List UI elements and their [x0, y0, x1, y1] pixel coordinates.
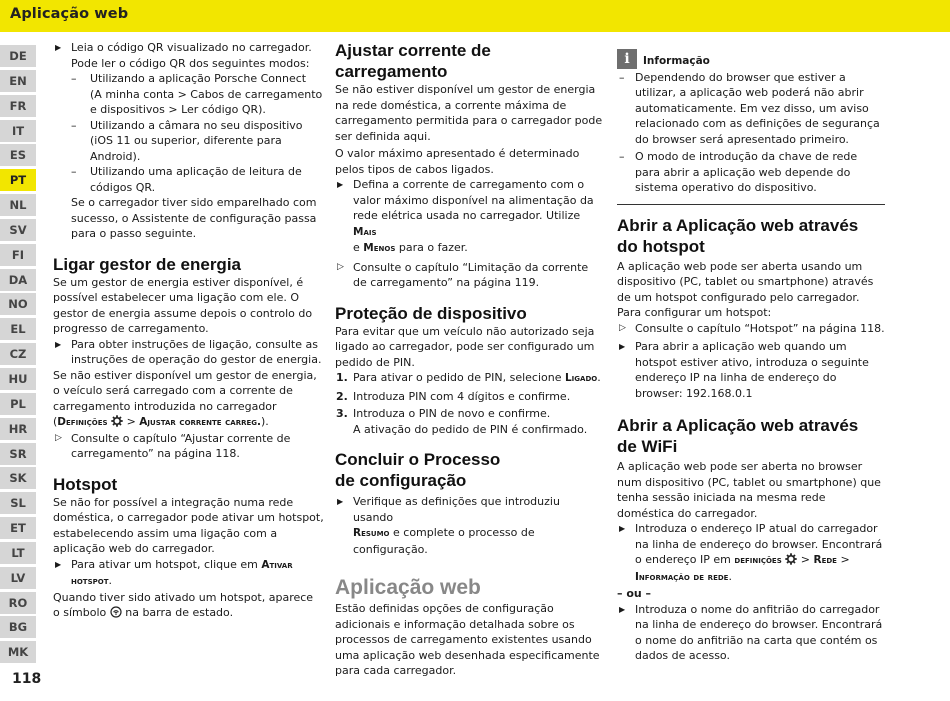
- bullet-marker: ▶: [619, 604, 626, 614]
- info-item-2: [617, 149, 885, 196]
- language-tab-fi[interactable]: FI: [0, 244, 36, 266]
- path-end: .: [728, 569, 732, 583]
- language-tab-de[interactable]: DE: [0, 45, 36, 67]
- energy-reference: [53, 431, 325, 462]
- energy-reference-text: Consulte o capítulo “Ajustar corrente de carregamento” na página 118.: [71, 431, 291, 460]
- heading-finish-l2: de configuração: [335, 471, 467, 490]
- energy-paragraph-2-text: Se não estiver disponível um gestor de energia, o veículo será carregado com a corrente de carregamento introduzida no carregador: [53, 368, 317, 413]
- reference-marker: ▷: [337, 261, 344, 272]
- language-tab-it[interactable]: IT: [0, 120, 36, 142]
- hotspot-paragraph: Se não for possível a integração numa rede doméstica, o carregador pode ativar um hotspot, estabelecendo assim uma ligação com a aplicação web do carregador.: [53, 495, 324, 555]
- current-paragraph-1: Se não estiver disponível um gestor de energia na rede doméstica, a corrente máxima de carregamento permitida para o carregador pode ser definida aqui.: [335, 83, 603, 143]
- heading-open-hotspot-l1: Abrir a Aplicação web através: [617, 215, 859, 235]
- qr-method-app-l3: e dispositivos > Ler código QR).: [90, 103, 266, 116]
- qr-methods-intro: Pode ler o código QR dos seguintes modos:: [71, 56, 310, 70]
- hotspot-bullet-end: .: [108, 574, 112, 587]
- option-resumo: Resumo: [353, 527, 390, 539]
- step-2: [335, 389, 603, 405]
- option-mais: Mais: [353, 225, 377, 238]
- paired-text: Se o carregador tiver sido emparelhado com sucesso, o Assistente de configuração passa para o passo seguinte.: [71, 196, 317, 240]
- hotspot-bullet-text: Para ativar um hotspot, clique em: [71, 557, 258, 571]
- open-hotspot-paragraph: A aplicação web pode ser aberta usando um dispositivo (PC, tablet ou smartphone) através de um hotspot configurado pelo carregador.: [617, 259, 874, 304]
- qr-method-app-l1: Utilizando a aplicação Porsche Connect: [90, 72, 307, 85]
- qr-bullet: [53, 40, 325, 71]
- current-bullet-text: Defina a corrente de carregamento com o valor máximo disponível na alimentação da rede elétrica usada no carregador. Utilize: [353, 178, 594, 222]
- language-tab-pt[interactable]: PT: [0, 169, 36, 191]
- language-tab-hr[interactable]: HR: [0, 418, 36, 440]
- column-3: [617, 40, 885, 664]
- column-2: [335, 40, 603, 679]
- qr-method-camera-l2: (iOS 11 ou superior, diferente para Android).: [90, 134, 282, 163]
- language-tab-el[interactable]: EL: [0, 318, 36, 340]
- header-title: Aplicação web: [10, 6, 129, 22]
- info-divider: [617, 204, 885, 205]
- current-bullet-and: e: [353, 241, 360, 254]
- info-item-1-text: Dependendo do browser que estiver a utilizar, a aplicação web poderá não abrir automaticamente. Em vez disso, um aviso relacionado com as definições de segurança do browser será apresentado primeiro.: [635, 70, 880, 146]
- finish-bullet-end: e complete o processo de configuração.: [353, 526, 535, 556]
- current-bullet: [335, 177, 603, 257]
- heading-finish-setup: [335, 449, 603, 491]
- open-hotspot-reference-text: Consulte o capítulo “Hotspot” na página 118.: [635, 321, 885, 335]
- option-ligado: Ligado: [564, 372, 598, 384]
- path-separator: >: [840, 553, 850, 566]
- energy-bullet-text: Para obter instruções de ligação, consulte as instruções de operação do gestor de energia.: [71, 337, 322, 366]
- bullet-marker: ▶: [337, 180, 344, 189]
- path-open: (: [53, 415, 58, 428]
- language-tab-lt[interactable]: LT: [0, 542, 36, 564]
- current-reference: [335, 260, 603, 291]
- step-number: 3.: [336, 407, 348, 420]
- bullet-marker: ▶: [337, 497, 344, 506]
- language-tab-lv[interactable]: LV: [0, 567, 36, 589]
- qr-method-reader-l1: Utilizando uma aplicação de leitura de: [90, 165, 302, 178]
- heading-device-protection: Proteção de dispositivo: [335, 303, 527, 323]
- finish-bullet: [335, 494, 603, 557]
- heading-open-wifi-l2: de WiFi: [617, 437, 678, 456]
- language-tab-nl[interactable]: NL: [0, 194, 36, 216]
- current-bullet-end: para o fazer.: [398, 241, 468, 254]
- menu-rede: Rede: [813, 554, 837, 566]
- open-hotspot-bullet-text: Para abrir a aplicação web quando um hotspot estiver ativo, introduza o seguinte endereço IP na linha de endereço do browser: 192.168.0.1: [635, 340, 869, 400]
- step-2-text: Introduza PIN com 4 dígitos e confirme.: [353, 389, 571, 403]
- language-tab-ro[interactable]: RO: [0, 592, 36, 614]
- open-hotspot-reference: [617, 321, 885, 337]
- language-tab-da[interactable]: DA: [0, 269, 36, 291]
- qr-method-app: [53, 71, 325, 118]
- qr-method-camera-l1: Utilizando a câmara no seu dispositivo: [90, 118, 303, 132]
- qr-method-reader-l2: códigos QR.: [90, 180, 156, 194]
- heading-web-app: Aplicação web: [335, 576, 481, 599]
- reference-marker: ▷: [619, 322, 626, 333]
- reference-marker: ▷: [55, 432, 62, 443]
- qr-method-app-l2: (A minha conta > Cabos de carregamento: [90, 87, 323, 101]
- bullet-marker: ▶: [55, 339, 62, 349]
- info-header: [617, 48, 885, 70]
- page-header: [0, 0, 950, 32]
- bullet-marker: ▶: [55, 559, 62, 569]
- step-number: 1.: [336, 371, 348, 384]
- bullet-marker: ▶: [619, 524, 626, 533]
- finish-bullet-text: Verifique as definições que introduziu usando: [353, 495, 560, 524]
- hotspot-symbol-end: na barra de estado.: [125, 606, 234, 619]
- dash-marker: –: [71, 72, 77, 85]
- menu-path-ajustar: Ajustar corrente carreg.: [139, 416, 262, 428]
- step-1-end: .: [597, 371, 601, 384]
- dash-marker: –: [619, 150, 625, 163]
- language-tab-cz[interactable]: CZ: [0, 343, 36, 365]
- energy-paragraph: Se um gestor de energia estiver disponível, é possível estabelecer uma ligação com ele. O gestor de energia assume depois o controlo do progresso de carregamento.: [53, 275, 313, 335]
- qr-method-reader: [53, 164, 325, 195]
- menu-informacao-de-rede: Informação de rede: [635, 570, 729, 583]
- hotspot-paragraph-2: [53, 590, 325, 621]
- open-wifi-bullet-2: [617, 602, 885, 664]
- heading-hotspot: Hotspot: [53, 474, 118, 494]
- language-tab-sv[interactable]: SV: [0, 219, 36, 241]
- menu-path-definicoes: Definições: [57, 416, 108, 428]
- gear-icon: [785, 553, 797, 565]
- step-number: 2.: [336, 389, 348, 403]
- step-3-result: A ativação do pedido de PIN é confirmado.: [353, 422, 588, 436]
- language-tab-et[interactable]: ET: [0, 517, 36, 539]
- info-item-1: [617, 70, 885, 148]
- language-sidebar: [0, 45, 36, 666]
- heading-finish-l1: Concluir o Processo: [335, 450, 501, 469]
- step-1-text: Para ativar o pedido de PIN, selecione: [353, 371, 562, 384]
- open-wifi-bullet-1: [617, 521, 885, 585]
- gear-icon: [111, 415, 123, 427]
- page-number: 118: [12, 671, 42, 687]
- qr-bullet-text: Leia o código QR visualizado no carregador.: [71, 41, 312, 54]
- heading-open-via-wifi: [617, 415, 885, 457]
- step-1: [335, 370, 603, 387]
- dash-marker: –: [71, 118, 77, 132]
- path-close: ).: [261, 415, 269, 428]
- open-hotspot-setup: Para configurar um hotspot:: [617, 306, 772, 319]
- energy-bullet: [53, 337, 325, 368]
- heading-energy-manager: Ligar gestor de energia: [53, 254, 241, 274]
- info-item-2-text: O modo de introdução da chave de rede para abrir a aplicação web depende do sistema operativo do dispositivo.: [635, 150, 858, 194]
- language-tab-sr[interactable]: SR: [0, 443, 36, 465]
- bullet-marker: ▶: [619, 342, 626, 351]
- language-tab-en[interactable]: EN: [0, 70, 36, 92]
- qr-method-camera: [53, 118, 325, 165]
- heading-open-wifi-l1: Abrir a Aplicação web através: [617, 416, 859, 435]
- language-tab-sl[interactable]: SL: [0, 492, 36, 514]
- path-separator: >: [126, 415, 136, 428]
- hotspot-symbol-text: o símbolo: [53, 606, 107, 619]
- path-separator: >: [800, 553, 810, 566]
- open-wifi-paragraph: A aplicação web pode ser aberta no browser num dispositivo (PC, tablet ou smartphone) que tenha sessão iniciada na mesma rede doméstica do carregador.: [617, 460, 881, 520]
- heading-open-hotspot-l2: do hotspot: [617, 236, 705, 256]
- open-hotspot-bullet: [617, 339, 885, 401]
- or-separator: – ou –: [617, 587, 652, 600]
- language-tab-no[interactable]: NO: [0, 293, 36, 315]
- heading-charging-current: Ajustar corrente de carregamento: [335, 41, 491, 81]
- dash-marker: –: [619, 70, 625, 84]
- step-3: [335, 406, 603, 437]
- step-3-text: Introduza o PIN de novo e confirme.: [353, 407, 551, 420]
- info-icon: i: [617, 49, 637, 69]
- info-box: [617, 48, 885, 205]
- dash-marker: –: [71, 165, 77, 178]
- open-wifi-bullet-1-text: Introduza o endereço IP atual do carregador na linha de endereço do browser. Encontrará o endereço IP em: [635, 522, 883, 566]
- language-tab-hu[interactable]: HU: [0, 368, 36, 390]
- heading-open-via-hotspot: [617, 215, 885, 257]
- webapp-paragraph: Estão definidas opções de configuração adicionais e informação detalhada sobre os processos de carregamento existentes usando uma aplicação web desenhada especificamente para cada carregador.: [335, 602, 600, 677]
- hotspot-icon: [110, 606, 122, 618]
- protect-paragraph: Para evitar que um veículo não autorizado seja ligado ao carregador, pode ser configurado um pedido de PIN.: [335, 324, 595, 369]
- current-reference-text: Consulte o capítulo “Limitação da corrente de carregamento” na página 119.: [353, 260, 589, 289]
- menu-definicoes: definições: [734, 554, 782, 566]
- language-tab-fr[interactable]: FR: [0, 95, 36, 117]
- language-tab-bg[interactable]: BG: [0, 616, 36, 638]
- option-menos: Menos: [363, 242, 396, 254]
- menu-ativar-hotspot: Ativar hotspot: [71, 558, 293, 587]
- current-paragraph-2: O valor máximo apresentado é determinado pelos tipos de cabos ligados.: [335, 147, 580, 176]
- bullet-marker: ▶: [55, 43, 62, 52]
- open-wifi-bullet-2-text: Introduza o nome do anfitrião do carregador na linha de endereço do browser. Encontrará o nome do anfitrião na carta que contém os dados de acesso.: [635, 602, 883, 662]
- column-1: [53, 40, 325, 621]
- energy-paragraph-2: [53, 368, 325, 431]
- info-title: Informação: [643, 55, 710, 67]
- hotspot-bullet: [53, 557, 325, 590]
- language-tab-es[interactable]: ES: [0, 144, 36, 166]
- language-tab-sk[interactable]: SK: [0, 467, 36, 489]
- language-tab-pl[interactable]: PL: [0, 393, 36, 415]
- hotspot-paragraph-2-text: Quando tiver sido ativado um hotspot, aparece: [53, 590, 314, 604]
- language-tab-mk[interactable]: MK: [0, 641, 36, 663]
